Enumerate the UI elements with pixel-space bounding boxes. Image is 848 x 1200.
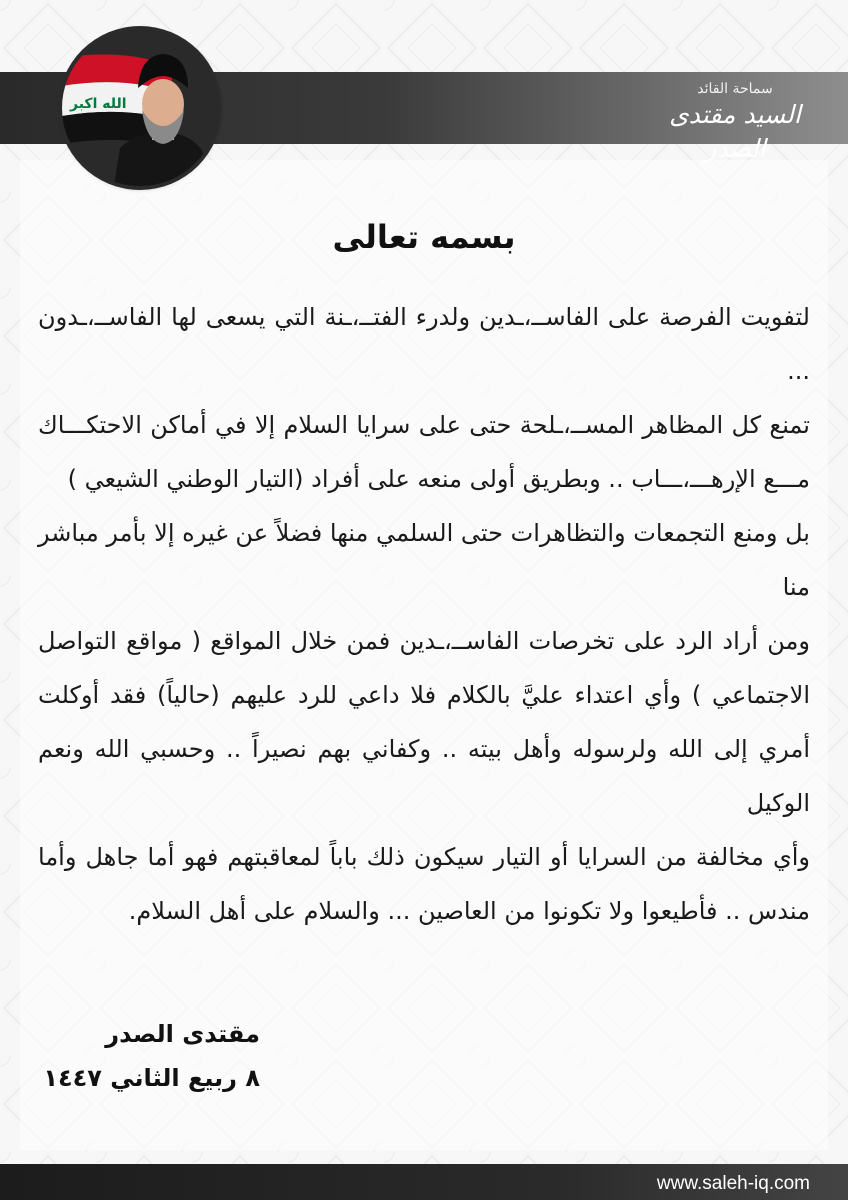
document-body	[38, 290, 810, 938]
avatar	[62, 30, 218, 186]
footer-website-link[interactable]: www.saleh-iq.com	[656, 1173, 810, 1194]
paragraph-2: تمنع كل المظاهر المســ،ـلحة حتى على سرايا السلام إلا في أماكن الاحتكـــاك مـــع الإرهـــ،ـــاب .. وبطريق أولى منعه على أفراد (التيار الوطني الشيعي )	[38, 411, 810, 493]
header-subtitle: سماحة القائد	[697, 81, 773, 97]
header-name: السيد مقتدى الصدر	[669, 100, 801, 163]
paragraph-4: ومن أراد الرد على تخرصات الفاســ،ـدين فمن خلال المواقع ( مواقع التواصل الاجتماعي ) وأي اعتداء عليَّ بالكلام فلا داعي للرد عليهم (حالياً) فقد أوكلت أمري إلى الله ولرسوله وأهل بيته .. وكفاني بهم نصيراً .. وحسبي الله ونعم الوكيل	[38, 627, 810, 817]
portrait-image	[62, 30, 218, 186]
document-title: بسمه تعالى	[332, 218, 516, 256]
paragraph-5: وأي مخالفة من السرايا أو التيار سيكون ذلك باباً لمعاقبتهم فهو أما جاهل وأما مندس .. فأطيعوا ولا تكونوا من العاصين ... والسلام على أهل السلام.	[38, 843, 810, 925]
signature-block	[40, 1012, 260, 1100]
header-calligraphy-title	[640, 80, 830, 163]
paragraph-1: لتفويت الفرصة على الفاســ،ـدين ولدرء الفتــ،ـنة التي يسعى لها الفاســ،ـدون ...	[38, 303, 810, 385]
signature-date: ٨ ربيع الثاني ١٤٤٧	[43, 1064, 260, 1092]
signature-name: مقتدى الصدر	[105, 1020, 260, 1048]
paragraph-3: بل ومنع التجمعات والتظاهرات حتى السلمي منها فضلاً عن غيره إلا بأمر مباشر منا	[38, 519, 810, 601]
svg-text:الله اكبر: الله اكبر	[70, 96, 127, 112]
